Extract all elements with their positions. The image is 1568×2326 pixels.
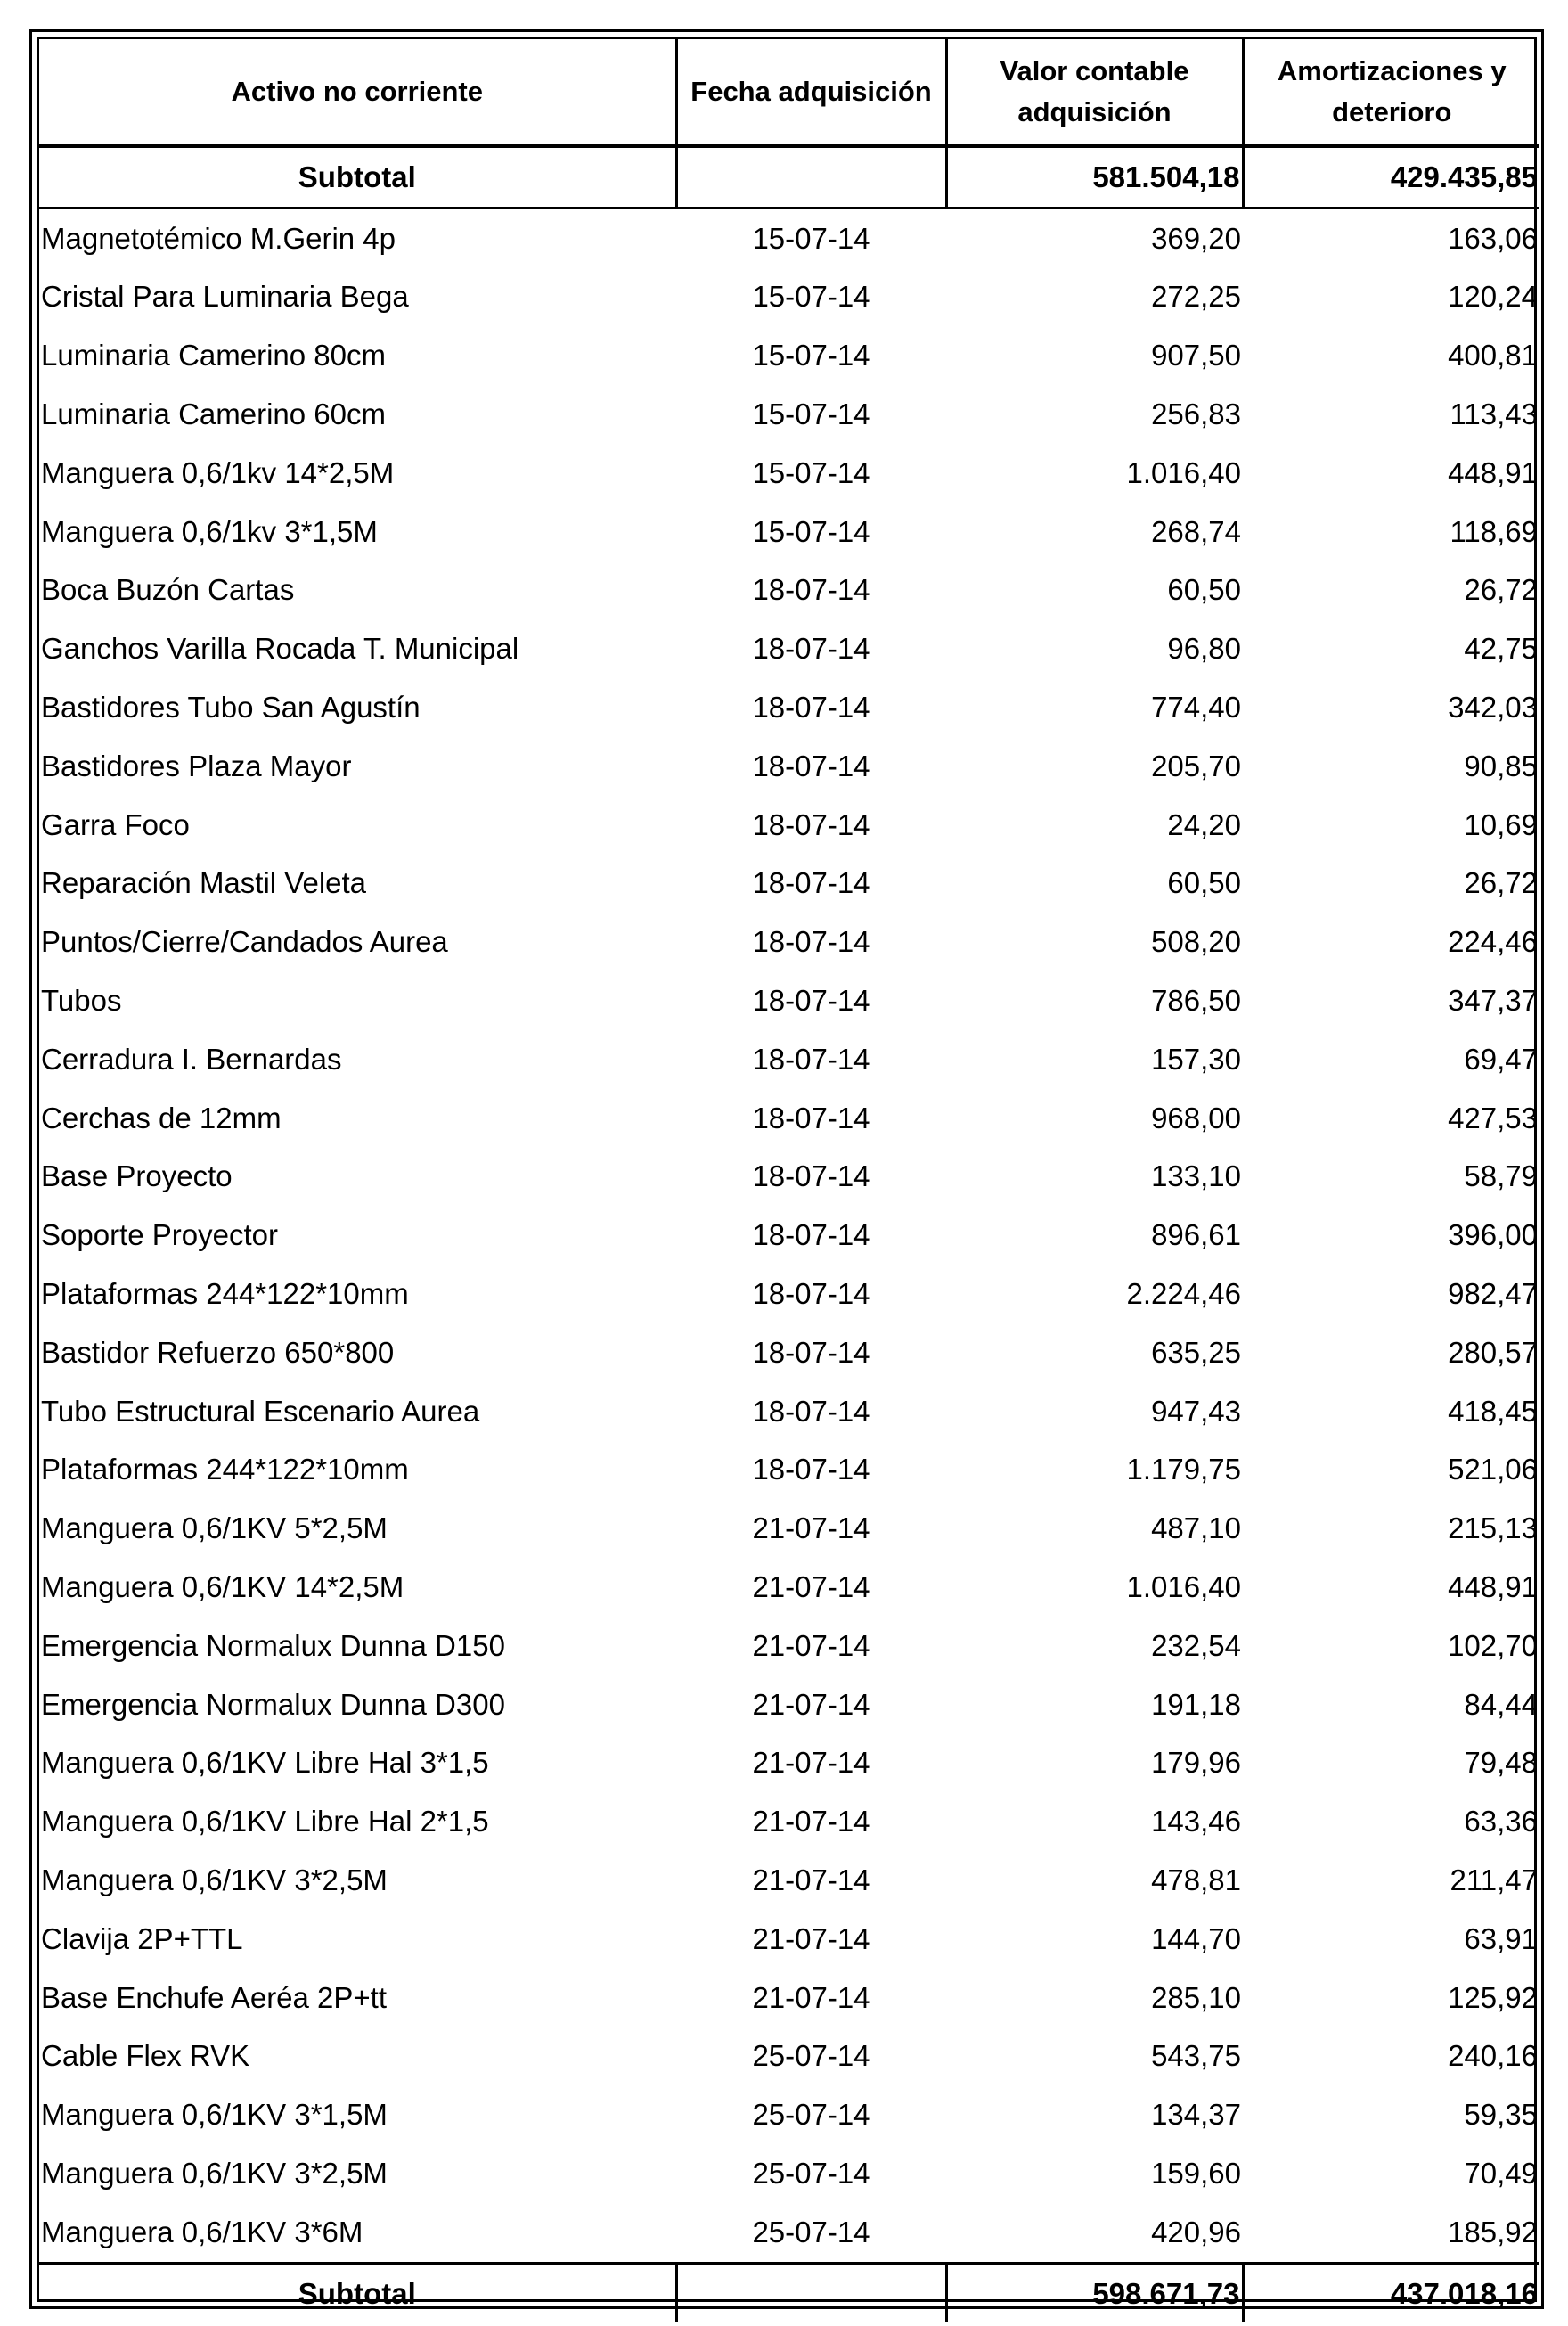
subtotal-value: 598.671,73 — [946, 2263, 1243, 2322]
row-date: 15-07-14 — [752, 221, 870, 255]
table-row — [39, 2085, 1539, 2144]
row-value: 907,50 — [1151, 339, 1241, 373]
row-amortization: 63,91 — [1464, 1921, 1538, 1955]
row-value: 60,50 — [1167, 573, 1241, 607]
row-date: 18-07-14 — [752, 1101, 870, 1134]
row-date: 18-07-14 — [752, 1042, 870, 1076]
row-date: 18-07-14 — [752, 984, 870, 1018]
row-value: 60,50 — [1167, 866, 1241, 900]
header-amort-line1: Amortizaciones y — [1277, 55, 1507, 86]
row-name: Luminaria Camerino 60cm — [41, 397, 386, 431]
row-name: Ganchos Varilla Rocada T. Municipal — [41, 632, 519, 666]
row-amortization: 224,46 — [1448, 925, 1538, 959]
row-value: 774,40 — [1151, 691, 1241, 725]
row-name: Reparación Mastil Veleta — [41, 866, 367, 900]
row-date: 15-07-14 — [752, 514, 870, 548]
header-asset: Activo no corriente — [39, 39, 676, 146]
header-value — [946, 39, 1243, 146]
row-date: 21-07-14 — [752, 1570, 870, 1604]
row-amortization: 163,06 — [1448, 221, 1538, 255]
table-row — [39, 1851, 1539, 1910]
row-value: 487,10 — [1151, 1511, 1241, 1545]
row-date: 18-07-14 — [752, 925, 870, 959]
row-amortization: 427,53 — [1448, 1101, 1538, 1134]
row-value: 256,83 — [1151, 397, 1241, 431]
row-name: Cerradura I. Bernardas — [41, 1042, 342, 1076]
row-date: 18-07-14 — [752, 1453, 870, 1487]
row-date: 18-07-14 — [752, 1218, 870, 1252]
row-amortization: 396,00 — [1448, 1218, 1538, 1252]
row-value: 144,70 — [1151, 1921, 1241, 1955]
row-value: 1.016,40 — [1126, 455, 1241, 489]
row-name: Soporte Proyector — [41, 1218, 278, 1252]
table-row — [39, 2027, 1539, 2086]
table-row — [39, 1382, 1539, 1441]
row-amortization: 90,85 — [1464, 749, 1538, 782]
table-row — [39, 326, 1539, 385]
row-amortization: 26,72 — [1464, 573, 1538, 607]
row-date: 25-07-14 — [752, 2215, 870, 2248]
row-value: 179,96 — [1151, 1746, 1241, 1780]
row-amortization: 63,36 — [1464, 1805, 1538, 1839]
row-value: 159,60 — [1151, 2156, 1241, 2190]
subtotal-amortization: 437.018,16 — [1243, 2263, 1539, 2322]
table-row — [39, 1499, 1539, 1558]
row-amortization: 10,69 — [1464, 807, 1538, 841]
table-row — [39, 678, 1539, 737]
row-value: 24,20 — [1167, 807, 1241, 841]
row-name: Emergencia Normalux Dunna D300 — [41, 1687, 505, 1721]
row-value: 232,54 — [1151, 1628, 1241, 1662]
row-amortization: 113,43 — [1450, 397, 1538, 431]
row-value: 134,37 — [1151, 2098, 1241, 2132]
row-amortization: 26,72 — [1464, 866, 1538, 900]
table-row — [39, 619, 1539, 678]
row-value: 420,96 — [1151, 2215, 1241, 2248]
row-date: 18-07-14 — [752, 749, 870, 782]
row-name: Cristal Para Luminaria Bega — [41, 280, 409, 314]
row-name: Manguera 0,6/1KV 3*2,5M — [41, 2156, 388, 2190]
row-date: 18-07-14 — [752, 1277, 870, 1311]
row-value: 272,25 — [1151, 280, 1241, 314]
row-value: 1.016,40 — [1126, 1570, 1241, 1604]
row-date: 21-07-14 — [752, 1511, 870, 1545]
table-row — [39, 1089, 1539, 1148]
row-name: Boca Buzón Cartas — [41, 573, 295, 607]
header-value-line1: Valor contable — [1000, 55, 1189, 86]
table-row — [39, 1323, 1539, 1382]
row-amortization: 79,48 — [1464, 1746, 1538, 1780]
row-name: Tubos — [41, 984, 122, 1018]
row-date: 15-07-14 — [752, 280, 870, 314]
row-value: 96,80 — [1167, 632, 1241, 666]
row-name: Cable Flex RVK — [41, 2039, 250, 2073]
row-date: 21-07-14 — [752, 1746, 870, 1780]
subtotal-value: 581.504,18 — [946, 146, 1243, 208]
row-amortization: 118,69 — [1450, 514, 1538, 548]
table-row — [39, 208, 1539, 267]
row-name: Emergencia Normalux Dunna D150 — [41, 1628, 505, 1662]
row-value: 157,30 — [1151, 1042, 1241, 1076]
row-name: Bastidor Refuerzo 650*800 — [41, 1335, 395, 1369]
row-amortization: 58,79 — [1464, 1159, 1538, 1193]
row-date: 15-07-14 — [752, 339, 870, 373]
row-name: Manguera 0,6/1kv 14*2,5M — [41, 455, 395, 489]
header-value-line2: adquisición — [1017, 96, 1172, 127]
row-date: 21-07-14 — [752, 1805, 870, 1839]
row-name: Manguera 0,6/1KV Libre Hal 2*1,5 — [41, 1805, 489, 1839]
subtotal-date — [676, 2263, 946, 2322]
row-value: 947,43 — [1151, 1394, 1241, 1428]
header-row — [39, 39, 1539, 146]
row-name: Manguera 0,6/1KV 3*6M — [41, 2215, 363, 2248]
row-date: 25-07-14 — [752, 2098, 870, 2132]
table-row — [39, 1969, 1539, 2027]
row-date: 25-07-14 — [752, 2039, 870, 2073]
row-value: 478,81 — [1151, 1863, 1241, 1896]
table-row — [39, 796, 1539, 855]
row-name: Manguera 0,6/1kv 3*1,5M — [41, 514, 378, 548]
row-date: 15-07-14 — [752, 397, 870, 431]
row-value: 508,20 — [1151, 925, 1241, 959]
table-row — [39, 268, 1539, 327]
row-amortization: 84,44 — [1464, 1687, 1538, 1721]
table-row — [39, 1030, 1539, 1089]
row-amortization: 211,47 — [1450, 1863, 1538, 1896]
row-value: 285,10 — [1151, 1980, 1241, 2014]
row-value: 133,10 — [1151, 1159, 1241, 1193]
row-amortization: 347,37 — [1448, 984, 1538, 1018]
row-name: Bastidores Tubo San Agustín — [41, 691, 421, 725]
row-date: 21-07-14 — [752, 1921, 870, 1955]
row-amortization: 400,81 — [1448, 339, 1538, 373]
row-name: Manguera 0,6/1KV 14*2,5M — [41, 1570, 404, 1604]
table-row — [39, 1558, 1539, 1617]
row-amortization: 521,06 — [1448, 1453, 1538, 1487]
table-inner-frame — [37, 37, 1538, 2310]
row-value: 191,18 — [1151, 1687, 1241, 1721]
header-amort-line2: deterioro — [1332, 96, 1452, 127]
row-date: 18-07-14 — [752, 1335, 870, 1369]
row-name: Plataformas 244*122*10mm — [41, 1277, 409, 1311]
table-row — [39, 561, 1539, 620]
row-name: Manguera 0,6/1KV Libre Hal 3*1,5 — [41, 1746, 489, 1780]
table-row — [39, 1910, 1539, 1969]
row-value: 543,75 — [1151, 2039, 1241, 2073]
row-value: 635,25 — [1151, 1335, 1241, 1369]
row-date: 18-07-14 — [752, 1159, 870, 1193]
row-date: 18-07-14 — [752, 632, 870, 666]
table-row — [39, 913, 1539, 971]
row-amortization: 70,49 — [1464, 2156, 1538, 2190]
row-name: Garra Foco — [41, 807, 190, 841]
asset-table — [39, 39, 1539, 2322]
row-date: 18-07-14 — [752, 1394, 870, 1428]
table-row — [39, 385, 1539, 444]
header-date: Fecha adquisición — [676, 39, 946, 146]
subtotal-label: Subtotal — [39, 146, 676, 208]
row-amortization: 448,91 — [1448, 455, 1538, 489]
header-amortization — [1243, 39, 1539, 146]
row-amortization: 69,47 — [1464, 1042, 1538, 1076]
row-date: 21-07-14 — [752, 1687, 870, 1721]
table-outer-frame — [29, 29, 1544, 2309]
table-row — [39, 2203, 1539, 2263]
row-amortization: 448,91 — [1448, 1570, 1538, 1604]
row-amortization: 120,24 — [1448, 280, 1538, 314]
row-amortization: 280,57 — [1448, 1335, 1538, 1369]
table-row — [39, 444, 1539, 503]
row-date: 18-07-14 — [752, 573, 870, 607]
row-amortization: 125,92 — [1448, 1980, 1538, 2014]
row-name: Puntos/Cierre/Candados Aurea — [41, 925, 448, 959]
table-row — [39, 737, 1539, 796]
row-amortization: 102,70 — [1448, 1628, 1538, 1662]
row-date: 21-07-14 — [752, 1628, 870, 1662]
table-row — [39, 971, 1539, 1030]
row-amortization: 42,75 — [1464, 632, 1538, 666]
table-row — [39, 1734, 1539, 1793]
table-row — [39, 1148, 1539, 1207]
table-row — [39, 1675, 1539, 1734]
row-name: Luminaria Camerino 80cm — [41, 339, 386, 373]
row-name: Tubo Estructural Escenario Aurea — [41, 1394, 480, 1428]
row-name: Clavija 2P+TTL — [41, 1921, 243, 1955]
row-value: 2.224,46 — [1126, 1277, 1241, 1311]
row-name: Manguera 0,6/1KV 3*1,5M — [41, 2098, 388, 2132]
row-date: 15-07-14 — [752, 455, 870, 489]
row-value: 786,50 — [1151, 984, 1241, 1018]
subtotal-label: Subtotal — [39, 2263, 676, 2322]
row-date: 18-07-14 — [752, 691, 870, 725]
table-row — [39, 855, 1539, 913]
subtotal-amortization: 429.435,85 — [1243, 146, 1539, 208]
row-amortization: 342,03 — [1448, 691, 1538, 725]
row-date: 21-07-14 — [752, 1863, 870, 1896]
table-row — [39, 1265, 1539, 1323]
row-value: 1.179,75 — [1126, 1453, 1241, 1487]
table-row — [39, 1792, 1539, 1851]
row-amortization: 215,13 — [1448, 1511, 1538, 1545]
row-name: Cerchas de 12mm — [41, 1101, 282, 1134]
row-name: Manguera 0,6/1KV 5*2,5M — [41, 1511, 388, 1545]
row-value: 369,20 — [1151, 221, 1241, 255]
subtotal-date — [676, 146, 946, 208]
row-amortization: 982,47 — [1448, 1277, 1538, 1311]
row-name: Base Enchufe Aeréa 2P+tt — [41, 1980, 388, 2014]
table-row — [39, 1441, 1539, 1500]
row-name: Bastidores Plaza Mayor — [41, 749, 352, 782]
row-amortization: 185,92 — [1448, 2215, 1538, 2248]
row-value: 896,61 — [1151, 1218, 1241, 1252]
row-name: Magnetotémico M.Gerin 4p — [41, 221, 396, 255]
row-amortization: 418,45 — [1448, 1394, 1538, 1428]
row-value: 268,74 — [1151, 514, 1241, 548]
row-name: Plataformas 244*122*10mm — [41, 1453, 409, 1487]
row-value: 143,46 — [1151, 1805, 1241, 1839]
row-name: Base Proyecto — [41, 1159, 233, 1193]
subtotal-row-top — [39, 146, 1539, 208]
table-row — [39, 503, 1539, 561]
table-row — [39, 2144, 1539, 2203]
subtotal-row-bottom — [39, 2263, 1539, 2322]
row-amortization: 59,35 — [1464, 2098, 1538, 2132]
row-date: 18-07-14 — [752, 807, 870, 841]
row-date: 18-07-14 — [752, 866, 870, 900]
row-amortization: 240,16 — [1448, 2039, 1538, 2073]
table-row — [39, 1206, 1539, 1265]
row-value: 205,70 — [1151, 749, 1241, 782]
table-row — [39, 1617, 1539, 1675]
row-value: 968,00 — [1151, 1101, 1241, 1134]
row-date: 25-07-14 — [752, 2156, 870, 2190]
row-name: Manguera 0,6/1KV 3*2,5M — [41, 1863, 388, 1896]
row-date: 21-07-14 — [752, 1980, 870, 2014]
